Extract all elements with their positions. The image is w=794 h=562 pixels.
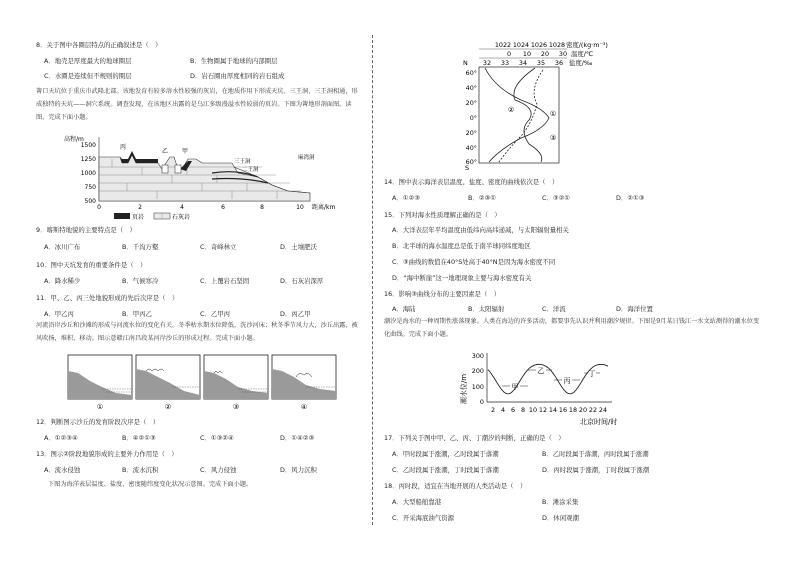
passage-dunes: 河流沿岸沙丘和沙滩的形成与河流水位的变化有关。冬季枯水期水位降低，洗沙河床；秋冬季节风力大，沙丘出露，被风吹扬，堆积，移动。图示意赣江南昌段某河岸沙丘的形成过程。完成下面小题。 — [36, 322, 358, 342]
q17-stem: 17．下列关于图中甲、乙、丙、丁潮汐的判断，正确的是（ ） — [384, 434, 565, 442]
sal-tick: 33 — [500, 59, 510, 67]
q10-stem: 10．图中天坑发育的重要条件是（ ） — [36, 261, 147, 269]
profile-xtick: 8 — [260, 204, 264, 211]
density-tick: 1028 — [548, 41, 566, 49]
q10-option-b[interactable]: B．气候寒冷 — [122, 277, 159, 285]
q11-option-b[interactable]: B．甲丙乙 — [122, 310, 152, 318]
curve-3-label: ③ — [549, 134, 557, 142]
lat-tick: 20° — [465, 99, 477, 107]
passage-tide: 潮汐是海水的一种周期性涨落现象。人类在海边的许多活动，都要事先认识并利用潮汐规律。下图是9月某日钱江一水文站测得的潮水位变化曲线。完成下面小题。 — [384, 318, 760, 338]
profile-xtick: 6 — [221, 204, 225, 211]
q12-option-b[interactable]: B．④②①③ — [122, 434, 156, 442]
tide-ytick: 300 — [471, 352, 484, 360]
tide-xtick: 12 — [538, 406, 548, 414]
tide-ytick: 200 — [471, 367, 484, 375]
profile-xunit: 距离/km — [312, 204, 336, 211]
q16-stem: 16．影响③曲线分布的主要因素是（ ） — [384, 290, 501, 298]
tide-xlabel: 北京时间/时 — [580, 418, 618, 426]
q12-stem: 12．判断图示沙丘的发育阶段次序是（ ） — [36, 418, 160, 426]
density-tick: 1022 — [494, 41, 512, 49]
q9-option-a[interactable]: A．冰川广布 — [44, 243, 81, 251]
q17-option-a[interactable]: A．甲时段属于涨潮，乙时段属于落潮 — [392, 450, 499, 458]
profile-xtick: 0 — [97, 204, 101, 211]
tide-label-ding: 丁 — [588, 370, 596, 378]
tide-xtick: 10 — [528, 406, 538, 414]
limestone-layer — [99, 155, 310, 201]
q16-option-c[interactable]: C．洋流 — [542, 305, 566, 313]
profile-xtick: 10 — [296, 204, 304, 211]
q17-option-c[interactable]: C．乙时段属于涨潮，丁时段属于落潮 — [392, 466, 499, 474]
q15-stem: 15．下列对海水性质理解正确的是（ ） — [384, 211, 501, 219]
q17-option-d[interactable]: D．丙时段属于涨潮，丁时段属于涨潮 — [542, 466, 650, 474]
q11-option-d[interactable]: D．丙乙甲 — [280, 310, 311, 318]
lat-tick: 20° — [465, 129, 477, 137]
q8-option-a[interactable]: A．地壳是厚度最大的地球圈层 — [44, 57, 132, 65]
tide-xtick: 16 — [558, 406, 568, 414]
q16-option-d[interactable]: D．海洋位置 — [616, 305, 653, 313]
q18-stem: 18．丙时段，适宜在当地开展的人类活动是（ ） — [384, 482, 527, 490]
profile-ytick: 1250 — [80, 156, 96, 163]
profile-ytick: 1500 — [80, 142, 96, 149]
label-yi: 乙 — [162, 148, 169, 155]
q16-option-a[interactable]: A．海陆 — [392, 305, 416, 313]
sal-tick: 34 — [518, 59, 528, 67]
q15-option-d[interactable]: D．“海中断崖”这一地理现象主要与海水密度有关 — [392, 274, 532, 282]
legend-shale-swatch — [114, 213, 130, 219]
tide-ylabel: 潮水位/m — [460, 373, 468, 405]
stage-label-1: ① — [96, 403, 104, 411]
q9-option-b[interactable]: B．千沟万壑 — [122, 243, 159, 251]
tide-xtick: 24 — [598, 406, 608, 414]
q13-option-b[interactable]: B．流水沉积 — [122, 466, 159, 474]
q14-option-b[interactable]: B．②③① — [468, 194, 496, 202]
label-bing: 丙 — [120, 144, 127, 151]
sal-tick: 36 — [554, 59, 564, 67]
q14-stem: 14．图中表示海洋表层温度、盐度、密度的曲线依次是（ ） — [384, 178, 559, 186]
tide-ytick: 100 — [471, 383, 484, 391]
label-erwang: 二王洞 — [242, 167, 259, 173]
stage-label-4: ④ — [300, 403, 308, 411]
tide-xtick: 14 — [548, 406, 558, 414]
q8-stem: 8．关于图中各圈层特点的正确叙述是（ ） — [36, 41, 162, 49]
temp-tick: 0 — [506, 50, 512, 58]
lat-tick: 0° — [469, 114, 477, 122]
sal-tick: 35 — [536, 59, 546, 67]
q17-option-b[interactable]: B．乙时段属于落潮，丙时段属于涨潮 — [542, 450, 649, 458]
karst-profile-figure — [62, 133, 334, 223]
curve-3-line — [499, 70, 543, 162]
stage-label-3: ③ — [232, 403, 240, 411]
q12-option-c[interactable]: C．①③②④ — [200, 434, 234, 442]
q9-option-c[interactable]: C．奇峰林立 — [200, 243, 237, 251]
tide-xtick: 18 — [568, 406, 578, 414]
q18-option-a[interactable]: A．大型船舶靠港 — [392, 498, 442, 506]
lat-tick: 60° — [465, 158, 477, 166]
temp-tick: 20 — [540, 50, 550, 58]
stage-panel-3 — [204, 355, 268, 399]
column-divider — [372, 35, 373, 525]
density-label: 密度/(kg·m⁻³) — [566, 41, 608, 49]
sal-tick: 32 — [482, 59, 492, 67]
lat-tick: 40° — [465, 84, 477, 92]
q14-option-d[interactable]: D．②①③ — [616, 194, 645, 202]
q15-option-c[interactable]: C．③曲线的数值在40°S处高于40°N是因为海水密度不同 — [392, 258, 556, 266]
stage-panel-2 — [136, 355, 200, 399]
q14-option-c[interactable]: C．③②① — [542, 194, 571, 202]
q13-stem: 13．图示②阶段地貌形成的主要外力作用是（ ） — [36, 450, 178, 458]
passage-karst: 箐口天坑位于重庆市武隆北部。该地发育有较多溶水性较强的灰岩，在地质作用下形成天坑、三王洞、三王洞相通，形成独特的天坑——洞穴系统。调查发现，在该地区出露的是乌江多级漫溢水性较弱的页岩。下图为箐地形剖面图。读图，完成下面小题。 — [36, 88, 358, 121]
stage-panel-1 — [68, 355, 132, 399]
q15-option-b[interactable]: B．北半球的海水温度总是低于南半球同纬度地区 — [392, 242, 531, 250]
tide-label-bing: 丙 — [563, 377, 571, 385]
temp-tick: 30 — [558, 50, 568, 58]
curve-1-line — [485, 68, 549, 162]
lat-tick: 40° — [465, 144, 477, 152]
profile-xtick: 4 — [180, 204, 184, 211]
tide-label-yi: 乙 — [537, 367, 545, 375]
profile-ytick: 750 — [84, 184, 96, 191]
q13-option-c[interactable]: C．风力侵蚀 — [200, 466, 237, 474]
q11-option-c[interactable]: C．乙甲丙 — [200, 310, 231, 318]
q8-option-d[interactable]: D．岩石圈由厚度相同的岩石组成 — [190, 72, 285, 80]
q16-option-b[interactable]: B．太阳辐射 — [468, 305, 505, 313]
tide-chart — [462, 349, 632, 429]
legend-shale: 页岩 — [132, 214, 145, 221]
stage-label-2: ② — [164, 403, 172, 411]
density-tick: 1026 — [530, 41, 548, 49]
q12-option-d[interactable]: D．①④②③ — [280, 434, 315, 442]
tide-curve — [488, 364, 608, 394]
tide-xtick: 6 — [510, 406, 516, 414]
temp-label: 温度/℃ — [571, 50, 594, 58]
stage-panel-4 — [272, 355, 336, 399]
q11-option-a[interactable]: A．甲乙丙 — [44, 310, 74, 318]
q10-option-a[interactable]: A．降水稀少 — [44, 277, 81, 285]
passage-ocean: 下图为海洋表层温度、盐度、密度随纬度变化状况示意图。完成下面小题。 — [48, 481, 253, 488]
tide-xtick: 22 — [588, 406, 598, 414]
sal-label: 盐度/‰ — [569, 59, 593, 67]
curve-2-line — [514, 68, 542, 162]
temp-tick: 10 — [522, 50, 532, 58]
tide-label-jia: 甲 — [511, 383, 519, 391]
lat-tick: 60° — [465, 69, 477, 77]
label-sanwang: 三王洞 — [234, 159, 251, 165]
profile-ylabel: 高程/m — [64, 136, 84, 143]
south-label: S — [465, 164, 470, 172]
q10-option-d[interactable]: D．石灰岩深厚 — [280, 277, 324, 285]
q18-option-d[interactable]: D．休闲观潮 — [542, 514, 579, 522]
profile-ytick: 1000 — [80, 170, 96, 177]
label-mafeng: 麻湾洞 — [298, 155, 315, 161]
q14-option-a[interactable]: A．①②③ — [392, 194, 420, 202]
curve-2-label: ① — [549, 110, 557, 118]
q9-stem: 9．喀斯特地貌的主要特点是（ ） — [36, 226, 136, 234]
tide-xtick: 4 — [500, 406, 506, 414]
q13-option-d[interactable]: D．风力沉积 — [280, 466, 317, 474]
dune-stages-figure — [66, 353, 338, 413]
profile-ytick: 500 — [84, 198, 96, 205]
q18-option-b[interactable]: B．滩涂采集 — [542, 498, 579, 506]
ocean-properties-chart — [425, 38, 625, 174]
tide-xtick: 2 — [490, 406, 496, 414]
q13-option-a[interactable]: A．流水侵蚀 — [44, 466, 81, 474]
tide-ytick: 0 — [479, 398, 484, 406]
q11-stem: 11．甲、乙、丙三处地貌形成的先后次序是（ ） — [36, 294, 179, 302]
density-tick: 1024 — [512, 41, 530, 49]
label-jia: 甲 — [182, 148, 189, 155]
profile-xtick: 2 — [138, 204, 142, 211]
cave-jia — [175, 165, 181, 173]
q18-option-c[interactable]: C．开采海底油气资源 — [392, 514, 454, 522]
q9-option-d[interactable]: D．土壤肥沃 — [280, 243, 317, 251]
q8-option-c[interactable]: C．水圈是连续但不规则的圈层 — [44, 72, 132, 80]
tide-xtick: 20 — [578, 406, 588, 414]
cave-yi — [162, 165, 168, 173]
q10-option-c[interactable]: C．上覆岩石坚固 — [200, 277, 250, 285]
legend-limestone: 石灰岩 — [172, 214, 191, 221]
q15-option-a[interactable]: A．大洋表层年平均温度由低纬向高纬递减，与太阳辐射量相关 — [392, 226, 569, 234]
north-label: N — [463, 59, 468, 67]
q12-option-a[interactable]: A．①②③④ — [44, 434, 78, 442]
q8-option-b[interactable]: B．生物圈属于地球的内部圈层 — [190, 57, 278, 65]
curve-1-label: ② — [507, 106, 515, 114]
shale-cap — [120, 151, 158, 163]
tide-xtick: 8 — [520, 406, 526, 414]
